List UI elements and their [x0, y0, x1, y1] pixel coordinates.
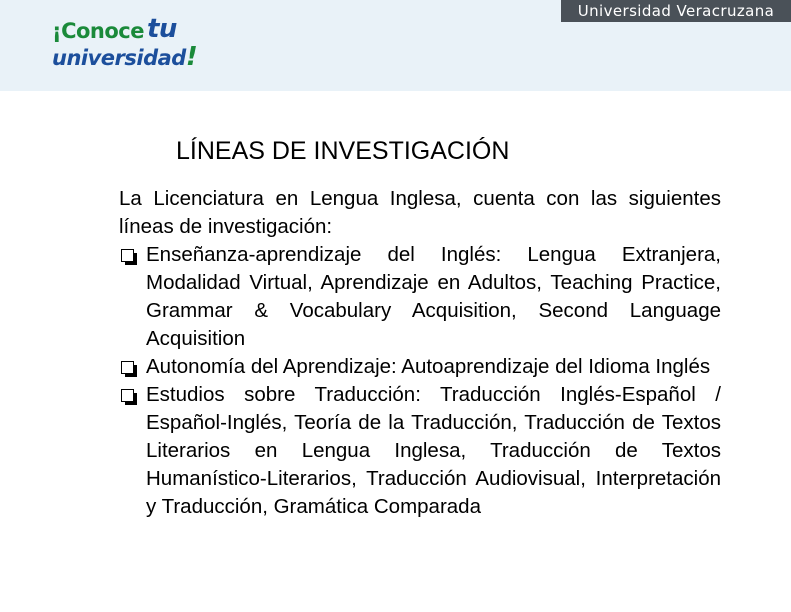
- logo-conoce-text: ¡Conoce: [52, 19, 144, 43]
- logo-line-1: [52, 16, 197, 42]
- list-item: [119, 353, 721, 381]
- logo-universidad-text: universidad: [52, 46, 186, 70]
- checkbox-bullet-icon: [121, 389, 134, 402]
- list-item: [119, 241, 721, 353]
- conoce-tu-universidad-logo: [52, 16, 197, 70]
- list-item-text: Estudios sobre Traducción: Traducción Inglés-Español / Español-Inglés, Teoría de la Traducción, Traducción de Textos Literarios en Lengua Inglesa, Traducción de Textos Humanístico-Literarios, Traducción Audiovisual, Interpretación y Traducción, Gramática Comparada: [146, 383, 721, 518]
- list-item-text: Enseñanza-aprendizaje del Inglés: Lengua Extranjera, Modalidad Virtual, Aprendizaje en Adultos, Teaching Practice, Grammar & Vocabulary Acquisition, Second Language Acquisition: [146, 243, 721, 350]
- checkbox-bullet-icon: [121, 249, 134, 262]
- logo-exclamation: !: [185, 42, 198, 72]
- list-item: [119, 381, 721, 521]
- institution-banner: Universidad Veracruzana: [561, 0, 791, 22]
- intro-paragraph: La Licenciatura en Lengua Inglesa, cuenta con las siguientes líneas de investigación:: [119, 187, 721, 238]
- page-title: LÍNEAS DE INVESTIGACIÓN: [176, 137, 510, 165]
- list-item-text: Autonomía del Aprendizaje: Autoaprendizaje del Idioma Inglés: [146, 355, 711, 378]
- logo-line-2: [52, 44, 197, 70]
- checkbox-bullet-icon: [121, 361, 134, 374]
- content-body: [119, 185, 721, 521]
- logo-tu-text: tu: [146, 14, 177, 44]
